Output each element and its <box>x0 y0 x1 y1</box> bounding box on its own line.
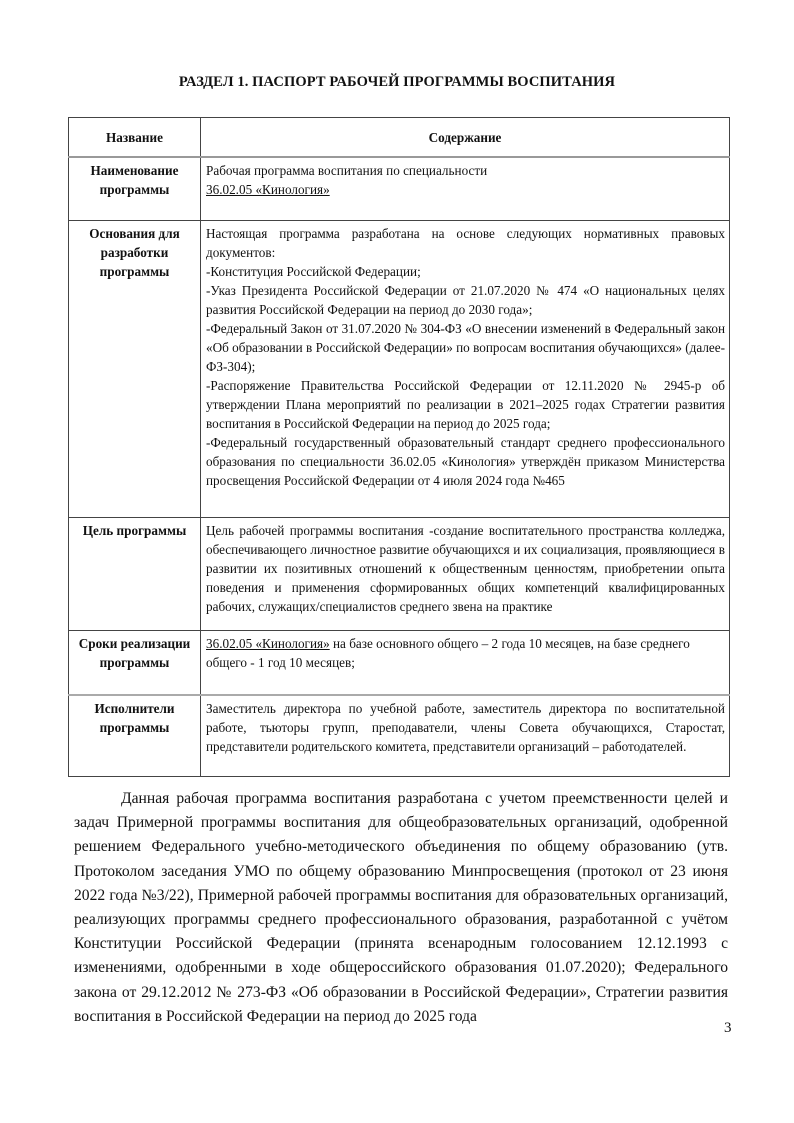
table-row <box>69 695 730 777</box>
table-header-row <box>69 118 730 158</box>
page-number: 3 <box>724 1020 732 1036</box>
column-header-content: Содержание <box>201 118 730 158</box>
body-paragraph: Данная рабочая программа воспитания разработана с учетом преемственности целей и задач Примерной программы воспитания для общеобразовательных организаций, одобренной решением Федерального учебно-методического объединения по общему образованию (утв. Протоколом заседания УМО по общему образованию Минпросвещения (протокол от 23 июня 2022 года №3/22), Примерной рабочей программы воспитания для образовательных организаций, реализующих программы среднего профессионального образования, разработанной с учётом Конституции Российской Федерации (принята всенародным голосованием 12.12.1993 с изменениями, одобренными в ходе общероссийского образования 01.07.2020); Федерального закона от 29.12.2012 № 273-ФЗ «Об образовании в Российской Федерации», Стратегии развития воспитания в Российской Федерации на период до 2025 года <box>74 790 728 1025</box>
content-line: Настоящая программа разработана на основе следующих нормативных правовых документов: <box>206 226 725 260</box>
table-row <box>69 631 730 696</box>
table-row <box>69 157 730 221</box>
row-content-executors <box>201 695 730 777</box>
row-label-goal: Цель программы <box>69 518 201 631</box>
row-content-goal <box>201 518 730 631</box>
content-line: -Указ Президента Российской Федерации от 21.07.2020 № 474 «О национальных целях развития Российской Федерации на период до 2030 года»; <box>206 283 725 317</box>
program-passport-table <box>68 117 730 777</box>
column-header-name: Название <box>69 118 201 158</box>
row-label-basis: Основания для разработки программы <box>69 221 201 518</box>
content-line: Заместитель директора по учебной работе, заместитель директора по воспитательной работе, тьюторы групп, преподаватели, члены Совета обучающихся, Старостат, представители родительского комитета, представители организаций – работодателей. <box>206 701 725 754</box>
table-row <box>69 518 730 631</box>
content-line: на базе основного общего – 2 года 10 месяцев, на базе среднего общего - 1 год 10 месяцев; <box>206 636 690 670</box>
table-row <box>69 221 730 518</box>
content-line: -Распоряжение Правительства Российской Федерации от 12.11.2020 № 2945-р об утверждении Плана мероприятий по реализации в 2021–2025 годах Стратегии развития воспитания в Российской Федерации на период до 2025 года; <box>206 378 725 431</box>
row-label-executors: Исполнители программы <box>69 695 201 777</box>
row-content-basis <box>201 221 730 518</box>
row-label-terms: Сроки реализации программы <box>69 631 201 696</box>
page-title: РАЗДЕЛ 1. ПАСПОРТ РАБОЧЕЙ ПРОГРАММЫ ВОСПИТАНИЯ <box>178 74 616 90</box>
specialty-link[interactable]: 36.02.05 «Кинология» <box>206 636 330 651</box>
content-line: Рабочая программа воспитания по специальности <box>206 163 488 178</box>
content-line: Цель рабочей программы воспитания -создание воспитательного пространства колледжа, обеспечивающего личностное развитие обучающихся и их социализация, проявляющиеся в развитии их позитивных отношений к общественным ценностям, приобретении опыта поведения и применения сформированных общих компетенций квалифицированных рабочих, служащих/специалистов среднего звена на практике <box>206 523 725 614</box>
specialty-link[interactable]: 36.02.05 «Кинология» <box>206 182 330 197</box>
row-content-terms <box>201 631 730 696</box>
row-content-program-name <box>201 157 730 221</box>
content-line: -Федеральный государственный образовательный стандарт среднего профессионального образования по специальности 36.02.05 «Кинология» утверждён приказом Министерства просвещения Российской Федерации от 4 июля 2024 года №465 <box>206 435 725 488</box>
row-label-program-name: Наименование программы <box>69 157 201 221</box>
content-line: -Федеральный Закон от 31.07.2020 № 304-ФЗ «О внесении изменений в Федеральный закон «Об образовании в Российской Федерации» по вопросам воспитания обучающихся» (далее-ФЗ-304); <box>206 321 725 374</box>
content-line: -Конституция Российской Федерации; <box>206 264 421 279</box>
